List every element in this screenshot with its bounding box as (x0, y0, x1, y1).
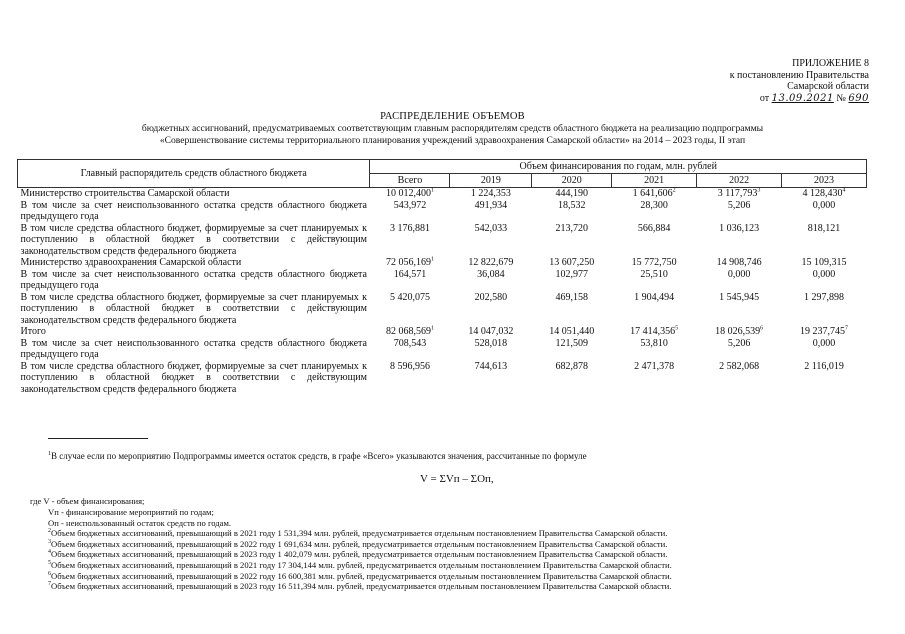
row-name: В том числе за счет неиспользованного остатка средств областного бюджета предыдущего года (20, 268, 367, 291)
row-value (450, 361, 532, 396)
appendix-line-2: к постановлению Правительства (729, 69, 869, 81)
row-value (697, 188, 782, 200)
value-text: 28,300 (640, 199, 668, 211)
formula-vn: Vп - финансирование мероприятий по годам; (48, 507, 214, 517)
column-header-2023: 2023 (782, 174, 867, 188)
footnote-mark: 2 (48, 528, 51, 535)
row-value (782, 326, 867, 338)
document-title: РАСПРЕДЕЛЕНИЕ ОБЪЕМОВ (380, 111, 525, 122)
row-value (370, 326, 450, 338)
column-header-funding: Объем финансирования по годам, млн. рублей (370, 160, 867, 174)
footnote-item (48, 581, 672, 592)
footnote-item (48, 539, 672, 550)
footnote-1-text: В случае если по мероприятию Подпрограммы имеется остаток средств, в графе «Всего» указываются значения, рассчитанные по формуле (51, 451, 587, 461)
table-body (18, 188, 867, 396)
value-text: 0,000 (727, 268, 751, 280)
date-prefix: от (759, 92, 770, 104)
row-value (370, 269, 450, 292)
funding-table (17, 159, 867, 395)
document-subtitle (40, 123, 865, 147)
row-value (697, 292, 782, 327)
row-value (450, 200, 532, 223)
row-value (532, 188, 612, 200)
value-text: 818,121 (807, 222, 841, 234)
table-row (18, 257, 867, 269)
footnote-text: Объем бюджетных ассигнований, превышающий в 2023 году 1 402,079 млн. рублей, предусматривается отдельным постановлением Правительства Самарской области. (51, 549, 668, 560)
row-value (532, 326, 612, 338)
row-value (612, 292, 697, 327)
appendix-line-3: Самарской области (787, 81, 869, 92)
table-row (18, 361, 867, 396)
row-name: Министерство здравоохранения Самарской области (20, 257, 242, 268)
row-value (532, 292, 612, 327)
appendix-number: 690 (848, 92, 869, 104)
value-text: 528,018 (474, 337, 508, 349)
row-value (782, 292, 867, 327)
value-text: 1 224,353 (470, 188, 511, 199)
value-text: 72 056,169 (385, 257, 431, 268)
value-text: 164,571 (393, 268, 427, 280)
footnote-text: Объем бюджетных ассигнований, превышающий в 2021 году 17 304,144 млн. рублей, предусматривается отдельным постановлением Правительства Самарской области. (51, 559, 672, 570)
value-text: 0,000 (812, 337, 836, 349)
value-text: 1 297,898 (804, 291, 845, 303)
value-text: 2 471,378 (634, 360, 675, 372)
row-value (370, 292, 450, 327)
value-text: 1 904,494 (634, 291, 675, 303)
footnote-ref: 1 (430, 187, 434, 194)
table-row (18, 223, 867, 258)
row-name: Министерство строительства Самарской области (20, 188, 230, 199)
value-text: 2 116,019 (804, 360, 844, 372)
value-text: 4 128,430 (802, 188, 843, 199)
footnote-item (48, 560, 672, 571)
row-value (782, 361, 867, 396)
value-text: 18 026,539 (715, 326, 761, 337)
number-prefix: № (836, 92, 846, 104)
table-row (18, 326, 867, 338)
row-value (612, 326, 697, 338)
value-text: 14 047,032 (468, 326, 514, 337)
appendix-date-line (730, 93, 869, 105)
value-text: 15 109,315 (801, 257, 847, 268)
value-text: 12 822,679 (468, 257, 514, 268)
row-value (697, 223, 782, 258)
row-value (782, 188, 867, 200)
value-text: 8 596,956 (389, 360, 430, 372)
footnote-ref: 2 (672, 187, 676, 194)
formula: V = ΣVп – ΣOп, (420, 473, 494, 485)
value-text: 682,878 (555, 360, 589, 372)
table-row (18, 292, 867, 327)
row-value (370, 223, 450, 258)
row-value (782, 223, 867, 258)
row-value (697, 200, 782, 223)
footnote-1 (48, 451, 587, 461)
subtitle-line-2: «Совершенствование системы территориального планирования учреждений здравоохранения Самарской области» на 2014 – 2023 годы, II этап (159, 135, 746, 146)
row-value (612, 269, 697, 292)
row-name: В том числе средства областного бюджет, формируемые за счет планируемых к поступлению в областной бюджет в соответствии с действующим законодательством средств федерального бюджета (20, 291, 367, 326)
table-row (18, 188, 867, 200)
row-value (532, 223, 612, 258)
value-text: 53,810 (640, 337, 668, 349)
row-value (450, 257, 532, 269)
value-text: 3 117,793 (717, 188, 758, 199)
value-text: 2 582,068 (719, 360, 760, 372)
column-header-total: Всего (370, 174, 450, 188)
value-text: 1 641,606 (632, 188, 673, 199)
appendix-header (730, 58, 869, 104)
value-text: 18,532 (558, 199, 586, 211)
column-header-2020: 2020 (532, 174, 612, 188)
row-value (612, 361, 697, 396)
value-text: 5,206 (727, 199, 751, 211)
value-text: 469,158 (555, 291, 589, 303)
value-text: 542,033 (474, 222, 508, 234)
appendix-date: 13.09.2021 (771, 92, 834, 104)
value-text: 102,977 (555, 268, 589, 280)
row-value (450, 326, 532, 338)
row-name: В том числе средства областного бюджет, формируемые за счет планируемых к поступлению в областной бюджет в соответствии с действующим законодательством средств федерального бюджета (20, 360, 367, 395)
column-header-main: Главный распорядитель средств областного бюджета (18, 160, 370, 188)
row-value (532, 200, 612, 223)
footnote-mark: 4 (48, 549, 51, 556)
value-text: 14 908,746 (716, 257, 762, 268)
row-value (782, 269, 867, 292)
value-text: 543,972 (393, 199, 427, 211)
formula-on: Oп - неиспользованный остаток средств по годам. (48, 517, 232, 528)
row-value (370, 338, 450, 361)
value-text: 3 176,881 (389, 222, 430, 234)
row-value (532, 257, 612, 269)
value-text: 5 420,075 (389, 291, 430, 303)
footnote-text: Объем бюджетных ассигнований, превышающий в 2022 году 1 691,634 млн. рублей, предусматривается отдельным постановлением Правительства Самарской области. (51, 538, 668, 549)
value-text: 14 051,440 (549, 326, 595, 337)
row-value (450, 292, 532, 327)
footnote-divider (48, 438, 148, 439)
row-value (782, 338, 867, 361)
footnote-ref: 3 (757, 187, 761, 194)
value-text: 10 012,400 (385, 188, 431, 199)
footnote-item (48, 571, 672, 582)
value-text: 744,613 (474, 360, 508, 372)
row-value (370, 188, 450, 200)
value-text: 566,884 (637, 222, 671, 234)
footnote-text: Объем бюджетных ассигнований, превышающий в 2021 году 1 531,394 млн. рублей, предусматривается отдельным постановлением Правительства Самарской области. (51, 528, 668, 539)
row-value (450, 223, 532, 258)
value-text: 1 545,945 (719, 291, 760, 303)
value-text: 36,084 (477, 268, 505, 280)
footnote-item (48, 549, 672, 560)
value-text: 82 068,569 (385, 326, 431, 337)
value-text: 121,509 (555, 337, 589, 349)
row-value (532, 338, 612, 361)
value-text: 444,190 (555, 188, 589, 199)
value-text: 19 237,745 (800, 326, 846, 337)
row-name: В том числе средства областного бюджет, формируемые за счет планируемых к поступлению в областной бюджет в соответствии с действующим законодательством средств федерального бюджета (20, 222, 367, 257)
table-row (18, 338, 867, 361)
value-text: 5,206 (727, 337, 751, 349)
row-value (612, 257, 697, 269)
row-value (450, 338, 532, 361)
row-value (612, 338, 697, 361)
row-value (697, 269, 782, 292)
row-value (612, 188, 697, 200)
row-value (450, 269, 532, 292)
row-value (532, 361, 612, 396)
value-text: 202,580 (474, 291, 508, 303)
footnote-1-mark: 1 (48, 451, 51, 457)
footnote-ref: 6 (760, 325, 764, 332)
footnote-text: Объем бюджетных ассигнований, превышающий в 2023 году 16 511,394 млн. рублей, предусматривается отдельным постановлением Правительства Самарской области. (51, 581, 672, 592)
row-value (697, 338, 782, 361)
value-text: 15 772,750 (631, 257, 677, 268)
value-text: 25,510 (640, 268, 668, 280)
footnote-mark: 3 (48, 538, 51, 545)
row-value (782, 257, 867, 269)
value-text: 17 414,356 (630, 326, 676, 337)
footnote-ref: 5 (675, 325, 679, 332)
row-value (782, 200, 867, 223)
column-header-2019: 2019 (450, 174, 532, 188)
value-text: 1 036,123 (719, 222, 760, 234)
value-text: 213,720 (555, 222, 589, 234)
value-text: 708,543 (393, 337, 427, 349)
appendix-title: ПРИЛОЖЕНИЕ 8 (792, 58, 869, 69)
column-header-2021: 2021 (612, 174, 697, 188)
row-value (370, 257, 450, 269)
subtitle-line-1: бюджетных ассигнований, предусматриваемых соответствующим главным распорядителям средств областного бюджета на реализацию подпрограммы (141, 123, 764, 134)
row-value (370, 200, 450, 223)
row-value (612, 200, 697, 223)
table-row (18, 269, 867, 292)
row-value (450, 188, 532, 200)
footnote-list (48, 507, 672, 592)
footnote-notes (48, 528, 672, 592)
row-name: В том числе за счет неиспользованного остатка средств областного бюджета предыдущего года (20, 337, 367, 360)
footnote-ref: 7 (845, 325, 849, 332)
row-name: Итого (20, 326, 46, 337)
footnote-text: Объем бюджетных ассигнований, превышающий в 2022 году 16 600,381 млн. рублей, предусматривается отдельным постановлением Правительства Самарской области. (51, 570, 672, 581)
row-value (532, 269, 612, 292)
row-value (370, 361, 450, 396)
column-header-2022: 2022 (697, 174, 782, 188)
footnote-mark: 7 (48, 581, 51, 588)
footnote-mark: 5 (48, 560, 51, 567)
footnote-mark: 6 (48, 570, 51, 577)
footnote-item (48, 528, 672, 539)
footnote-ref: 1 (430, 256, 434, 263)
value-text: 13 607,250 (549, 257, 595, 268)
value-text: 0,000 (812, 268, 836, 280)
row-name: В том числе за счет неиспользованного остатка средств областного бюджета предыдущего года (20, 199, 367, 222)
formula-where: где V - объем финансирования; (30, 496, 145, 506)
value-text: 0,000 (812, 199, 836, 211)
table-row (18, 200, 867, 223)
value-text: 491,934 (474, 199, 508, 211)
row-value (697, 326, 782, 338)
row-value (612, 223, 697, 258)
row-value (697, 257, 782, 269)
row-value (697, 361, 782, 396)
footnote-ref: 1 (430, 325, 434, 332)
footnote-ref: 4 (842, 187, 846, 194)
